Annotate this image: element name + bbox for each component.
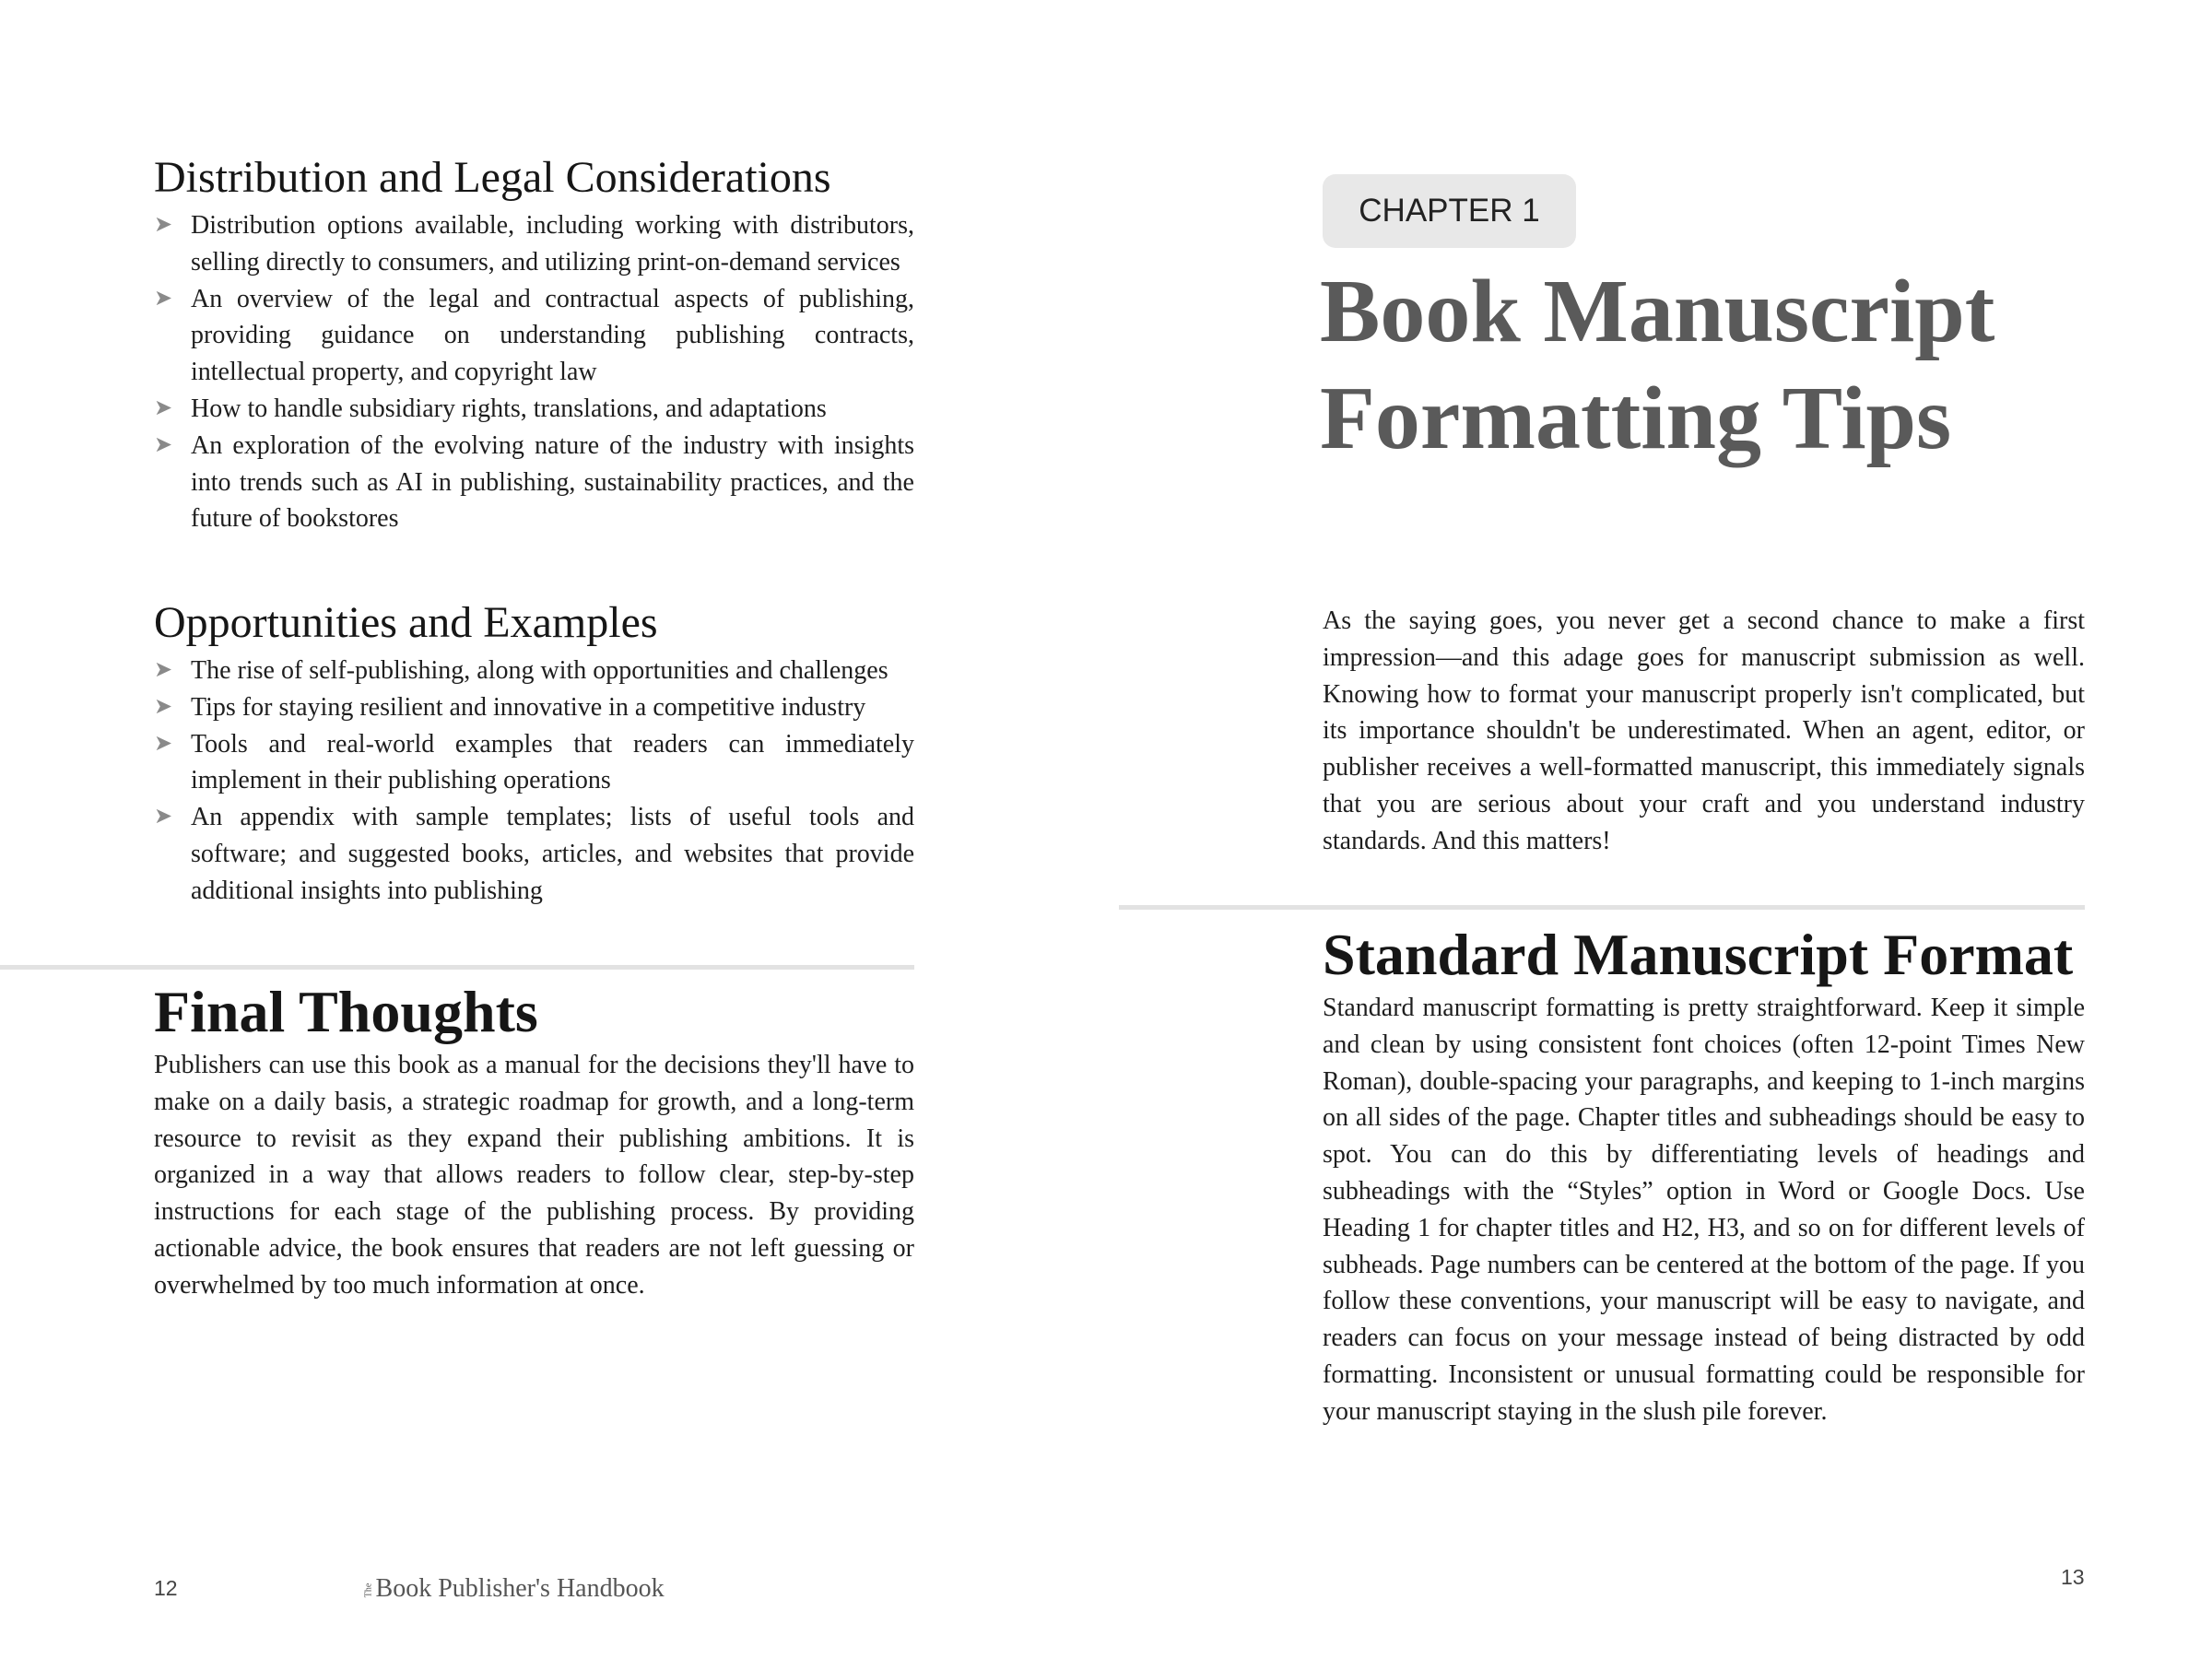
list-item-text: Tools and real-world examples that readers can immediately implement in their publishing operations bbox=[191, 729, 914, 795]
list-item bbox=[154, 391, 914, 428]
final-thoughts-section bbox=[154, 979, 914, 1304]
section-divider bbox=[0, 965, 914, 970]
running-head-title: Book Publisher's Handbook bbox=[375, 1574, 665, 1603]
list-item bbox=[154, 799, 914, 909]
list-item bbox=[154, 726, 914, 800]
list-item-text: Distribution options available, including working with distributors, selling directly to consumers, and utilizing print-on-demand services bbox=[191, 211, 914, 276]
arrow-bullet-icon: ➤ bbox=[154, 731, 173, 756]
list-item-text: An overview of the legal and contractual aspects of publishing, providing guidance on understanding publishing contracts, intellectual property, and copyright law bbox=[191, 284, 914, 387]
chapter-title-line: Formatting Tips bbox=[1320, 369, 1952, 468]
chapter-title-line: Book Manuscript bbox=[1320, 262, 1995, 361]
standard-format-section bbox=[1323, 922, 2085, 1430]
arrow-bullet-icon: ➤ bbox=[154, 286, 173, 311]
list-item-text: Tips for staying resilient and innovative in a competitive industry bbox=[191, 692, 866, 722]
section-divider bbox=[1119, 905, 2085, 910]
left-page-section-distribution bbox=[154, 152, 914, 537]
arrow-bullet-icon: ➤ bbox=[154, 805, 173, 830]
arrow-bullet-icon: ➤ bbox=[154, 658, 173, 682]
section-heading: Final Thoughts bbox=[154, 979, 538, 1044]
list-item-text: The rise of self-publishing, along with opportunities and challenges bbox=[191, 656, 888, 685]
bullet-list bbox=[154, 653, 914, 910]
section-heading: Distribution and Legal Considerations bbox=[154, 153, 831, 202]
chapter-title bbox=[1320, 258, 1994, 472]
page-number-right: 13 bbox=[2061, 1565, 2085, 1589]
arrow-bullet-icon: ➤ bbox=[154, 395, 173, 420]
arrow-bullet-icon: ➤ bbox=[154, 432, 173, 457]
arrow-bullet-icon: ➤ bbox=[154, 694, 173, 719]
running-head-the: The bbox=[363, 1583, 374, 1598]
left-page-section-opportunities bbox=[154, 597, 914, 910]
list-item bbox=[154, 207, 914, 281]
page-number-left: 12 bbox=[154, 1576, 178, 1600]
list-item-text: An appendix with sample templates; lists of useful tools and software; and suggested books, articles, and websites that provide additional insights into publishing bbox=[191, 803, 914, 905]
body-paragraph: Standard manuscript formatting is pretty straightforward. Keep it simple and clean by using consistent font choices (often 12-point Times New Roman), double-spacing your paragraphs, and keeping to 1-inch margins on all sides of the page. Chapter titles and subheadings should be easy to spot. You can do this by differentiating levels of headings and subheadings with the “Styles” option in Word or Google Docs. Use Heading 1 for chapter titles and H2, H3, and so on for different levels of subheads. Page numbers can be centered at the bottom of the page. If you follow these conventions, your manuscript will be easy to navigate, and readers can focus on your message instead of being distracted by odd formatting. Inconsistent or unusual formatting could be responsible for your manuscript staying in the slush pile forever. bbox=[1323, 994, 2085, 1426]
list-item bbox=[154, 689, 914, 726]
chapter-badge: CHAPTER 1 bbox=[1323, 174, 1576, 248]
bullet-list bbox=[154, 207, 914, 537]
list-item-text: An exploration of the evolving nature of the industry with insights into trends such as AI in publishing, sustainability practices, and the future of bookstores bbox=[191, 430, 914, 534]
arrow-bullet-icon: ➤ bbox=[154, 213, 173, 237]
body-paragraph: Publishers can use this book as a manual for the decisions they'll have to make on a daily basis, a strategic roadmap for growth, and a long-term resource to revisit as they expand their publishing ambitions. It is organized in a way that allows readers to follow clear, step-by-step instructions for each stage of the publishing process. By providing actionable advice, the book ensures that readers are not left guessing or overwhelmed by too much information at once. bbox=[154, 1051, 914, 1300]
list-item bbox=[154, 428, 914, 537]
running-head bbox=[361, 1574, 665, 1604]
section-heading: Opportunities and Examples bbox=[154, 598, 658, 647]
list-item bbox=[154, 281, 914, 391]
list-item-text: How to handle subsidiary rights, translations, and adaptations bbox=[191, 394, 827, 423]
list-item bbox=[154, 653, 914, 689]
intro-paragraph: As the saying goes, you never get a second chance to make a first impression—and this adage goes for manuscript submission as well. Knowing how to format your manuscript properly isn't complicated, but its importance shouldn't be underestimated. When an agent, editor, or publisher receives a well-formatted manuscript, this immediately signals that you are serious about your craft and you understand industry standards. And this matters! bbox=[1323, 606, 2085, 855]
section-heading: Standard Manuscript Format bbox=[1323, 922, 2074, 987]
